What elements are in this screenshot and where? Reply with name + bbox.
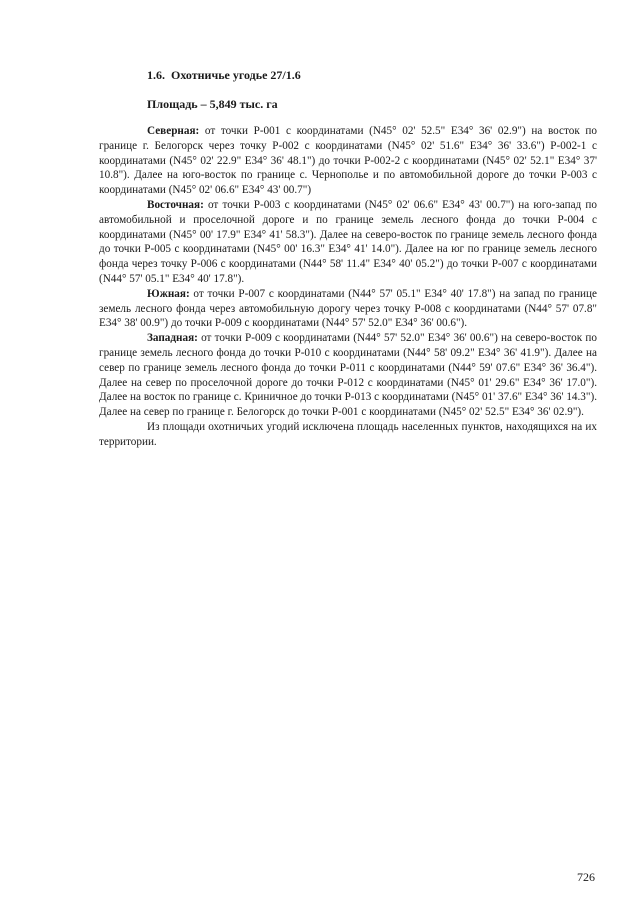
- boundary-south-label: Южная:: [147, 287, 190, 300]
- boundary-south-text: от точки Р-007 с координатами (N44° 57' 05.1" E34° 40' 17.8") на запад по границе земель лесного фонда через автомобильную дорогу через точку Р-008 с координатами (N44° 57' 07.8" E34° 38' 00.9") до точки Р-009 с координатами (N44° 57' 52.0" E34° 36' 00.6").: [99, 287, 597, 330]
- exclusion-note: Из площади охотничьих угодий исключена площадь населенных пунктов, находящихся на их территории.: [99, 420, 597, 448]
- boundary-south: [99, 287, 597, 331]
- area-line: Площадь – 5,849 тыс. га: [147, 97, 278, 111]
- boundary-east-text: от точки Р-003 с координатами (N45° 02' 06.6" E34° 43' 00.7") на юго-запад по автомобильной и проселочной дороге и по границе земель лесного фонда до точки Р-004 с координатами (N45° 00' 17.9" E34° 41' 58.3"). Далее на северо-восток по границе земель лесного фонда до точки Р-005 с координатами (N45° 00' 16.3" E34° 41' 14.0"). Далее на юг по границе земель лесного фонда через точку Р-006 с координатами (N44° 58' 11.4" E34° 40' 05.2") до точки Р-007 с координатами (N44° 57' 05.1" E34° 40' 17.8").: [99, 198, 597, 285]
- boundary-description: [99, 124, 597, 450]
- boundary-east-label: Восточная:: [147, 198, 204, 211]
- boundary-north: [99, 124, 597, 198]
- boundary-west-text: от точки Р-009 с координатами (N44° 57' 52.0" E34° 36' 00.6") на северо-восток по границе земель лесного фонда до точки Р-010 с координатами (N44° 58' 09.2" E34° 36' 41.9"). Далее на север по границе земель лесного фонда до точки Р-011 с координатами (N44° 59' 07.6" E34° 36' 36.4"). Далее на север по проселочной дороге до точки Р-012 с координатами (N45° 01' 29.6" E34° 36' 17.0"). Далее на восток по границе с. Криничное до точки Р-013 с координатами (N45° 01' 37.6" E34° 36' 14.3"). Далее на север по границе г. Белогорск до точки Р-001 с координатами (N45° 02' 52.5" E34° 36' 02.9").: [99, 332, 597, 419]
- section-number: 1.6.: [147, 68, 165, 82]
- section-heading: [147, 68, 301, 83]
- boundary-west: [99, 331, 597, 420]
- boundary-north-label: Северная:: [147, 125, 200, 137]
- boundary-north-text: от точки Р-001 с координатами (N45° 02' 52.5" E34° 36' 02.9") на восток по границе г. Белогорск через точку Р-002 с координатами (N45° 02' 51.6" E34° 36' 33.6") Р-002-1 с координатами (N45° 02' 22.9" E34° 36' 48.1") до точки Р-002-2 с координатами (N45° 02' 52.1" E34° 37' 10.8"). Далее на юго-восток по границе с. Чернополье и по автомобильной дороге до точки Р-003 с координатами (N45° 02' 06.6" E34° 43' 00.7"): [99, 125, 597, 197]
- page-number: 726: [577, 870, 595, 884]
- boundary-west-label: Западная:: [147, 332, 198, 345]
- boundary-east: [99, 198, 597, 287]
- section-title: Охотничье угодье 27/1.6: [171, 68, 301, 82]
